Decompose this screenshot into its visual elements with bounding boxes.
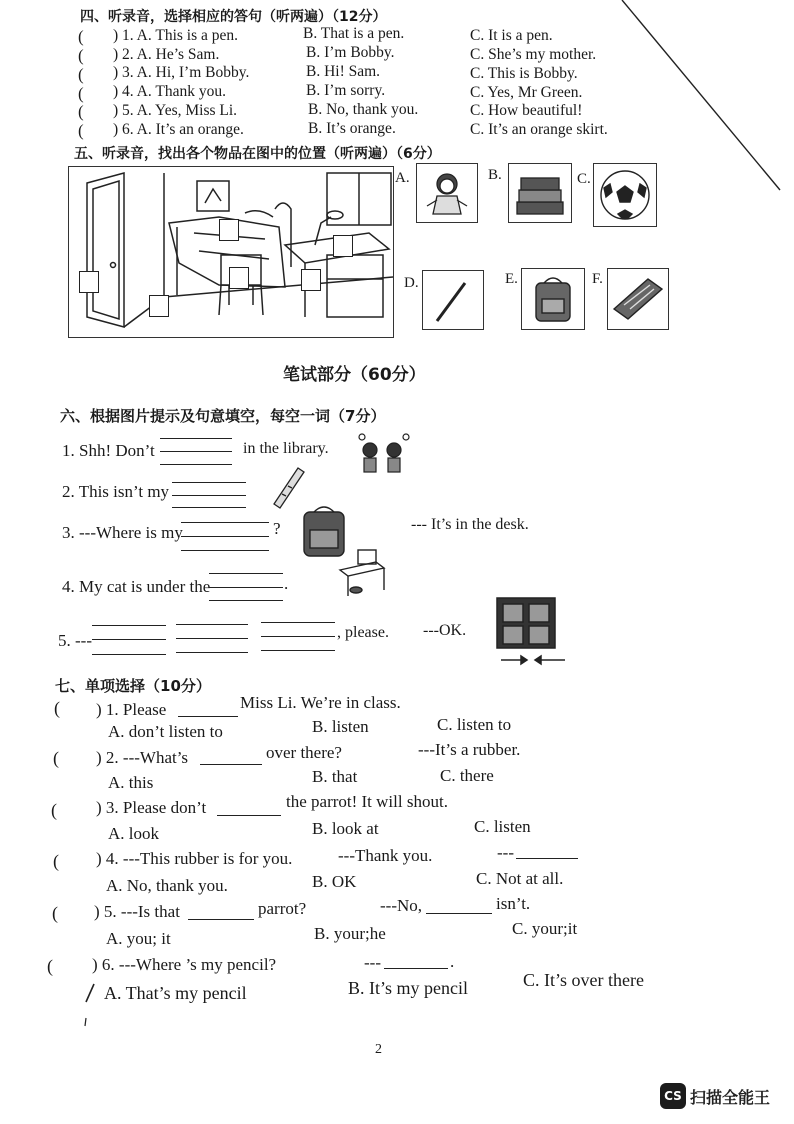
answer-paren[interactable]: ( — [78, 121, 84, 140]
option-b: B. It’s my pencil — [348, 978, 468, 998]
answer-line[interactable] — [261, 636, 335, 637]
option-c: C. there — [440, 766, 494, 785]
answer-line[interactable] — [92, 639, 166, 640]
answer-line[interactable] — [176, 624, 248, 625]
q3-question-mark: ? — [273, 519, 281, 538]
answer-paren[interactable]: ( — [52, 903, 58, 923]
question-answer-end: . — [450, 952, 455, 971]
answer-paren[interactable]: ( — [78, 102, 84, 121]
q3-answer: --- It’s in the desk. — [411, 516, 529, 533]
question-text: parrot? — [258, 899, 307, 918]
section6-title: 六、根据图片提示及句意填空，每空一词（7分） — [60, 407, 386, 425]
position-box-3[interactable] — [219, 219, 239, 241]
close-window-image — [493, 596, 573, 668]
option-a: A. No, thank you. — [106, 876, 228, 895]
scanner-watermark — [660, 1083, 770, 1109]
answer-blank[interactable] — [384, 968, 448, 969]
answer-blank[interactable] — [188, 919, 254, 920]
schoolbag-image — [521, 268, 585, 330]
answer-paren[interactable]: ( — [53, 748, 59, 768]
section7-title: 七、单项选择（10分） — [55, 677, 211, 695]
brand-text: 扫描全能王 — [690, 1087, 771, 1107]
position-box-4[interactable] — [229, 267, 249, 289]
desk-image — [334, 546, 388, 600]
option-label-d: D. — [404, 275, 419, 291]
written-part-title: 笔试部分（60分） — [283, 365, 426, 385]
answer-line[interactable] — [176, 652, 248, 653]
option-label-f: F. — [592, 271, 603, 287]
question-text: ) 2. ---What’s — [96, 748, 189, 767]
answer-paren[interactable]: ( — [47, 956, 53, 976]
option-label-a: A. — [395, 170, 410, 186]
answer-blank[interactable] — [200, 764, 262, 765]
option-c: C. She’s my mother. — [470, 46, 597, 63]
answer-line[interactable] — [176, 638, 248, 639]
camscanner-logo-icon: CS — [660, 1083, 686, 1109]
q5-answer: ---OK. — [423, 622, 467, 639]
answer-line[interactable] — [92, 654, 166, 655]
question-text: ) 5. ---Is that — [94, 902, 180, 921]
option-a: A. don’t listen to — [108, 722, 223, 741]
question-answer: ---No, — [380, 896, 423, 915]
option-b: B. I’m Bobby. — [306, 44, 395, 61]
answer-line[interactable] — [92, 625, 166, 626]
answer-blank[interactable] — [426, 913, 492, 914]
answer-paren[interactable]: ( — [78, 46, 84, 65]
option-b: B. Hi! Sam. — [306, 63, 381, 80]
question-text: ---Thank you. — [338, 846, 433, 865]
question-answer-end: isn’t. — [496, 894, 531, 913]
quiet-children-image — [354, 432, 414, 477]
option-b: B. look at — [312, 819, 379, 838]
answer-line[interactable] — [261, 622, 335, 623]
option-c: C. Yes, Mr Green. — [470, 84, 583, 101]
answer-blank[interactable] — [217, 815, 281, 816]
question-text: ) 6. ---Where ’s my pencil? — [92, 955, 277, 974]
answer-line[interactable] — [181, 522, 269, 523]
question-text: ) 2. A. He’s Sam. — [113, 46, 220, 63]
answer-line[interactable] — [209, 573, 283, 574]
position-box-6[interactable] — [301, 269, 321, 291]
answer-line[interactable] — [160, 464, 232, 465]
option-c: C. It’s an orange skirt. — [470, 121, 608, 138]
answer-line[interactable] — [172, 507, 246, 508]
position-box-1[interactable] — [79, 271, 99, 293]
answer-paren[interactable]: ( — [78, 84, 84, 103]
option-a: A. you; it — [106, 929, 171, 948]
answer-line[interactable] — [209, 600, 283, 601]
option-c: C. It’s over there — [523, 970, 644, 990]
q5-text-end: , please. — [337, 624, 389, 641]
answer-line[interactable] — [160, 451, 232, 452]
answer-line[interactable] — [172, 482, 246, 483]
option-b: B. It’s orange. — [308, 120, 396, 137]
option-c: C. How beautiful! — [470, 102, 583, 119]
option-label-e: E. — [505, 271, 518, 287]
bedroom-scene-image — [68, 166, 394, 338]
question-text: ) 5. A. Yes, Miss Li. — [113, 102, 238, 119]
q5-text: 5. --- — [58, 631, 92, 650]
option-b: B. your;he — [314, 924, 386, 943]
option-c: C. This is Bobby. — [470, 65, 578, 82]
q4-period: . — [284, 574, 289, 593]
option-label-c: C. — [577, 171, 591, 187]
girl-doll-image — [416, 163, 478, 223]
answer-blank[interactable] — [516, 858, 578, 859]
answer-blank[interactable] — [178, 716, 238, 717]
pen-image — [422, 270, 484, 330]
position-box-2[interactable] — [149, 295, 169, 317]
answer-line[interactable] — [172, 495, 246, 496]
option-b: B. that — [312, 767, 358, 786]
q3-text: 3. ---Where is my — [62, 523, 183, 542]
option-c: C. Not at all. — [476, 869, 564, 888]
position-box-5[interactable] — [333, 235, 353, 257]
option-b: B. I’m sorry. — [306, 82, 386, 99]
question-text: ) 3. A. Hi, I’m Bobby. — [113, 64, 250, 81]
option-c: C. listen — [474, 817, 531, 836]
option-b: B. That is a pen. — [303, 25, 405, 42]
answer-line[interactable] — [181, 536, 269, 537]
option-b: B. listen — [312, 717, 369, 736]
question-text: ) 1. Please — [96, 700, 167, 719]
answer-paren[interactable]: ( — [54, 698, 60, 718]
question-text: ) 6. A. It’s an orange. — [113, 121, 244, 138]
option-b: B. No, thank you. — [308, 101, 419, 118]
question-text: ) 3. Please don’t — [96, 798, 207, 817]
option-c: C. your;it — [512, 919, 578, 938]
option-c: C. It is a pen. — [470, 27, 553, 44]
books-image — [508, 163, 572, 223]
page-number: 2 — [375, 1042, 382, 1057]
option-b: B. OK — [312, 872, 357, 891]
question-text: ) 4. ---This rubber is for you. — [96, 849, 293, 868]
question-answer: --- — [364, 953, 381, 972]
question-text: Miss Li. We’re in class. — [240, 693, 401, 712]
pencil-mark — [80, 982, 100, 1032]
section4-title: 四、听录音，选择相应的答句（听两遍）（12分） — [80, 9, 387, 25]
answer-line[interactable] — [261, 650, 335, 651]
question-text: the parrot! It will shout. — [286, 792, 448, 811]
answer-line[interactable] — [181, 550, 269, 551]
answer-paren[interactable]: ( — [78, 65, 84, 84]
question-answer: --- — [497, 843, 514, 862]
option-c: C. listen to — [437, 715, 512, 734]
answer-paren[interactable]: ( — [51, 800, 57, 820]
pencil-box-image — [607, 268, 669, 330]
option-a: A. That’s my pencil — [104, 983, 247, 1003]
q2-text: 2. This isn’t my — [62, 482, 170, 501]
answer-line[interactable] — [209, 587, 283, 588]
option-a: A. this — [108, 773, 154, 792]
question-text: over there? — [266, 743, 342, 762]
q1-text-end: in the library. — [243, 440, 329, 457]
q1-text: 1. Shh! Don’t — [62, 441, 155, 460]
option-a: A. look — [108, 824, 159, 843]
football-image — [593, 163, 657, 227]
option-label-b: B. — [488, 167, 502, 183]
q4-text: 4. My cat is under the — [62, 577, 211, 596]
section5-title: 五、听录音，找出各个物品在图中的位置（听两遍）（6分） — [74, 146, 441, 162]
question-text: ) 1. A. This is a pen. — [113, 27, 238, 44]
answer-paren[interactable]: ( — [78, 27, 84, 46]
question-answer: ---It’s a rubber. — [418, 740, 521, 759]
answer-paren[interactable]: ( — [53, 851, 59, 871]
answer-line[interactable] — [160, 438, 232, 439]
question-text: ) 4. A. Thank you. — [113, 83, 226, 100]
